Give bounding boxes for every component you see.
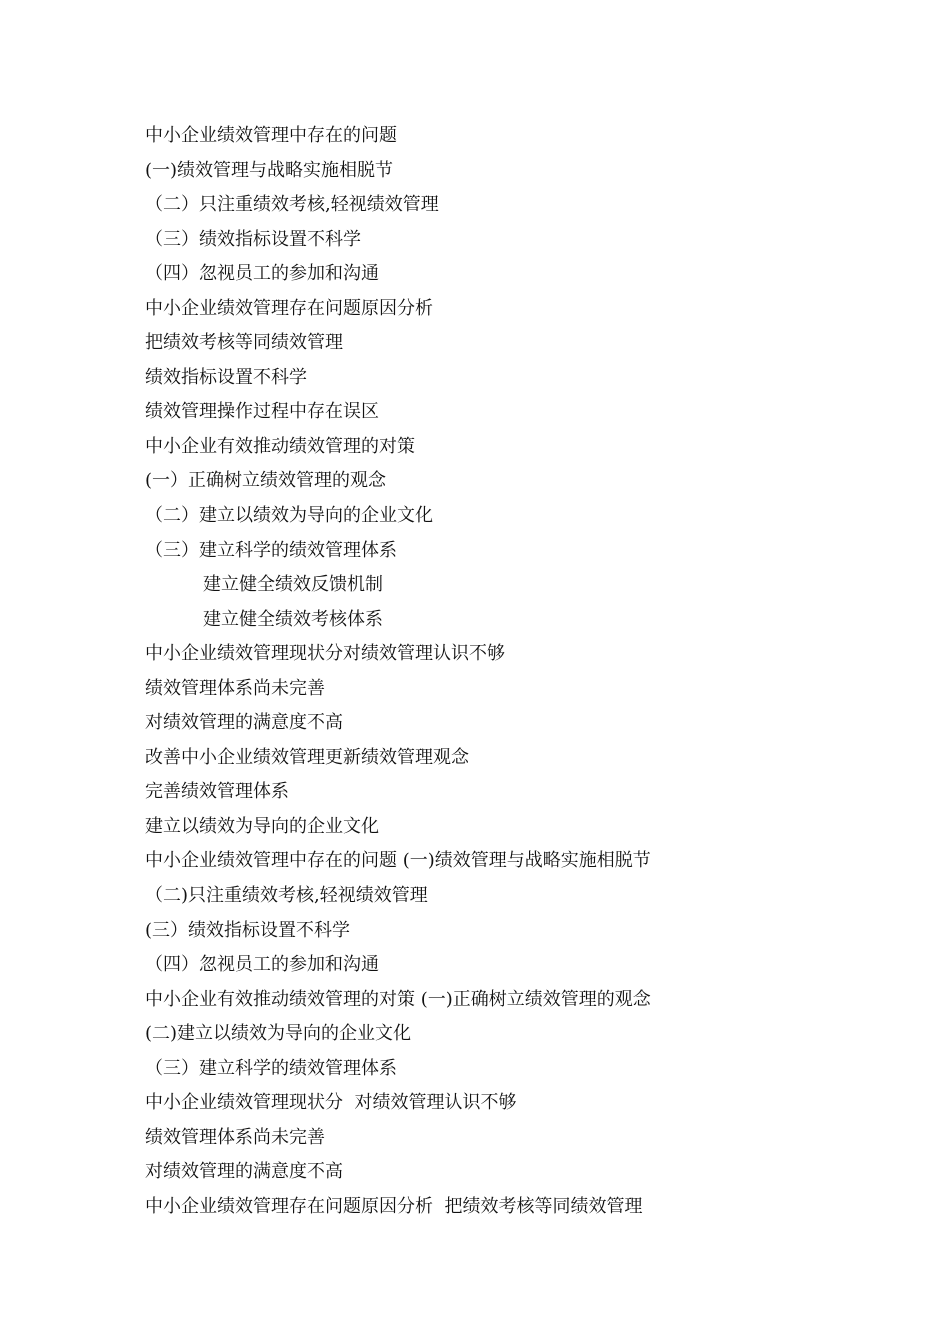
text-line: （三）建立科学的绩效管理体系 [145, 1057, 397, 1079]
text-line: 绩效管理操作过程中存在误区 [145, 401, 379, 423]
text-line: （三）建立科学的绩效管理体系 [145, 539, 397, 561]
text-line: (三）绩效指标设置不科学 [145, 919, 351, 941]
text-line: 中小企业绩效管理存在问题原因分析 把绩效考核等同绩效管理 [145, 1195, 643, 1217]
text-line: 绩效管理体系尚未完善 [145, 1126, 325, 1148]
text-line: （三）绩效指标设置不科学 [145, 228, 361, 250]
text-line: 中小企业有效推动绩效管理的对策 [145, 435, 415, 457]
text-line: 对绩效管理的满意度不高 [145, 1161, 343, 1183]
text-line: 中小企业绩效管理中存在的问题 (一)绩效管理与战略实施相脱节 [145, 850, 651, 872]
text-line: 中小企业绩效管理存在问题原因分析 [145, 297, 433, 319]
text-line: 把绩效考核等同绩效管理 [145, 332, 343, 354]
text-line: （四）忽视员工的参加和沟通 [145, 263, 379, 285]
document-body [145, 119, 925, 1225]
text-line: 绩效指标设置不科学 [145, 366, 307, 388]
text-line: 对绩效管理的满意度不高 [145, 712, 343, 734]
text-line: （二)只注重绩效考核,轻视绩效管理 [145, 885, 428, 907]
text-line: (一）正确树立绩效管理的观念 [145, 470, 387, 492]
text-line: 绩效管理体系尚未完善 [145, 677, 325, 699]
text-line: 建立健全绩效考核体系 [203, 608, 383, 630]
text-line: 建立以绩效为导向的企业文化 [145, 815, 379, 837]
text-line: 中小企业绩效管理现状分对绩效管理认识不够 [145, 643, 505, 665]
text-line: (一)绩效管理与战略实施相脱节 [145, 159, 394, 181]
text-line: （二）建立以绩效为导向的企业文化 [145, 505, 433, 527]
text-line: 完善绩效管理体系 [145, 781, 289, 803]
text-line: （四）忽视员工的参加和沟通 [145, 954, 379, 976]
text-line: 中小企业绩效管理中存在的问题 [145, 125, 397, 146]
text-line: 建立健全绩效反馈机制 [203, 574, 383, 596]
text-line: (二)建立以绩效为导向的企业文化 [145, 1023, 412, 1045]
text-line: （二）只注重绩效考核,轻视绩效管理 [145, 194, 439, 216]
text-line: 中小企业有效推动绩效管理的对策 (一)正确树立绩效管理的观念 [145, 988, 651, 1010]
text-line: 改善中小企业绩效管理更新绩效管理观念 [145, 746, 469, 768]
text-line: 中小企业绩效管理现状分 对绩效管理认识不够 [145, 1092, 517, 1114]
